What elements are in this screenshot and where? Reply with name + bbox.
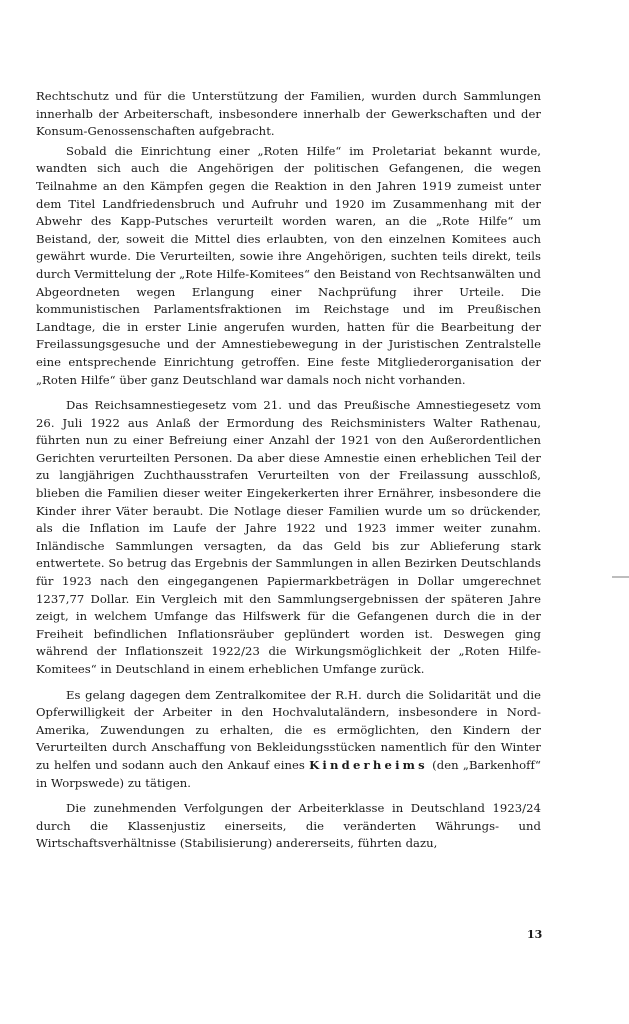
paragraph-1: Rechtschutz und für die Unterstützung der Familien, wurden durch Sammlungen innerhalb der Arbeiterschaft, insbesondere innerhalb der Gewerkschaften und der Konsum-Genossenschaften aufgebracht. bbox=[36, 89, 541, 139]
paragraph-5: Die zunehmenden Verfolgungen der Arbeiterklasse in Deutschland 1923/24 durch die Klassenjustiz einerseits, die veränderten Währungs- und Wirtschaftsverhältnisse (Stabilisierung) andererseits, führten dazu, bbox=[36, 801, 541, 851]
paragraph-4-spaced-word: Kinderheims bbox=[309, 757, 428, 772]
paragraph-3: Das Reichsamnestiegesetz vom 21. und das Preußische Amnestiegesetz vom 26. Juli 1922 aus Anlaß der Ermordung des Reichsministers Walter Rathenau, führten nun zu einer Befreiung einer Anzahl der 1921 von den Außerordentlichen Gerichten verurteilten Personen. Da aber diese Amnestie einen erheblichen Teil der zu langjährigen Zuchthausstrafen Verurteilten von der Freilassung ausschloß, blieben die Familien dieser weiter Eingekerkerten ihrer Ernährer, insbesondere die Kinder ihrer Väter beraubt. Die Notlage dieser Familien wurde um so drückender, als die Inflation im Laufe der Jahre 1922 und 1923 immer weiter zunahm. Inländische Sammlungen versagten, da das Geld bis zur Ablieferung stark entwertete. So betrug das Ergebnis der Sammlungen in allen Bezirken Deutschlands für 1923 nach den eingegangenen Papiermarkbeträgen in Dollar umgerechnet 1237,77 Dollar. Ein Vergleich mit den Sammlungsergebnissen der späteren Jahre zeigt, in welchem Umfange das Hilfswerk für die Gefangenen durch die in der Freiheit befindlichen Inflationsräuber geplündert worden ist. Deswegen ging während der Inflationszeit 1922/23 die Wirkungsmöglichkeit der „Roten Hilfe-Komitees“ in Deutschland in einem erheblichen Umfange zurück. bbox=[36, 398, 541, 676]
scan-edge-mark bbox=[612, 576, 629, 578]
document-page bbox=[36, 88, 541, 855]
page-number: 13 bbox=[527, 928, 543, 941]
paragraph-2: Sobald die Einrichtung einer „Roten Hilfe“ im Proletariat bekannt wurde, wandten sich auch die Angehörigen der politischen Gefangenen, die wegen Teilnahme an den Kämpfen gegen die Reaktion in den Jahren 1919 zumeist unter dem Titel Landfriedensbruch und Aufruhr und 1920 im Zusammenhang mit der Abwehr des Kapp-Putsches verurteilt worden waren, an die „Rote Hilfe“ um Beistand, der, soweit die Mittel dies erlaubten, von den einzelnen Komitees auch gewährt wurde. Die Verurteilten, sowie ihre Angehörigen, suchten teils direkt, teils durch Vermittelung der „Rote Hilfe-Komitees“ den Beistand von Rechtsanwälten und Abgeordneten wegen Erlangung einer Nachprüfung ihrer Urteile. Die kommunistischen Parlamentsfraktionen im Reichstage und im Preußischen Landtage, die in erster Linie angerufen wurden, hatten für die Bearbeitung der Freilassungsgesuche und der Amnestiebewegung in der Juristischen Zentralstelle eine entsprechende Einrichtung getroffen. Eine feste Mitgliederorganisation der „Roten Hilfe“ über ganz Deutschland war damals noch nicht vorhanden. bbox=[36, 143, 541, 387]
paragraph-4 bbox=[36, 687, 541, 793]
paragraph-4-text-after: (den „Barkenhoff“ in Worpswede) zu tätigen. bbox=[36, 757, 541, 790]
paragraph-4-text-before: Es gelang dagegen dem Zentralkomitee der R.H. durch die Solidarität und die Opferwilligkeit der Arbeiter in den Hochvalutaländern, insbesondere in Nord-Amerika, Zuwendungen zu erhalten, die es ermöglichten, den Kindern der Verurteilten durch Anschaffung von Bekleidungsstücken namentlich für den Winter zu helfen und sodann auch den Ankauf eines bbox=[36, 687, 541, 772]
